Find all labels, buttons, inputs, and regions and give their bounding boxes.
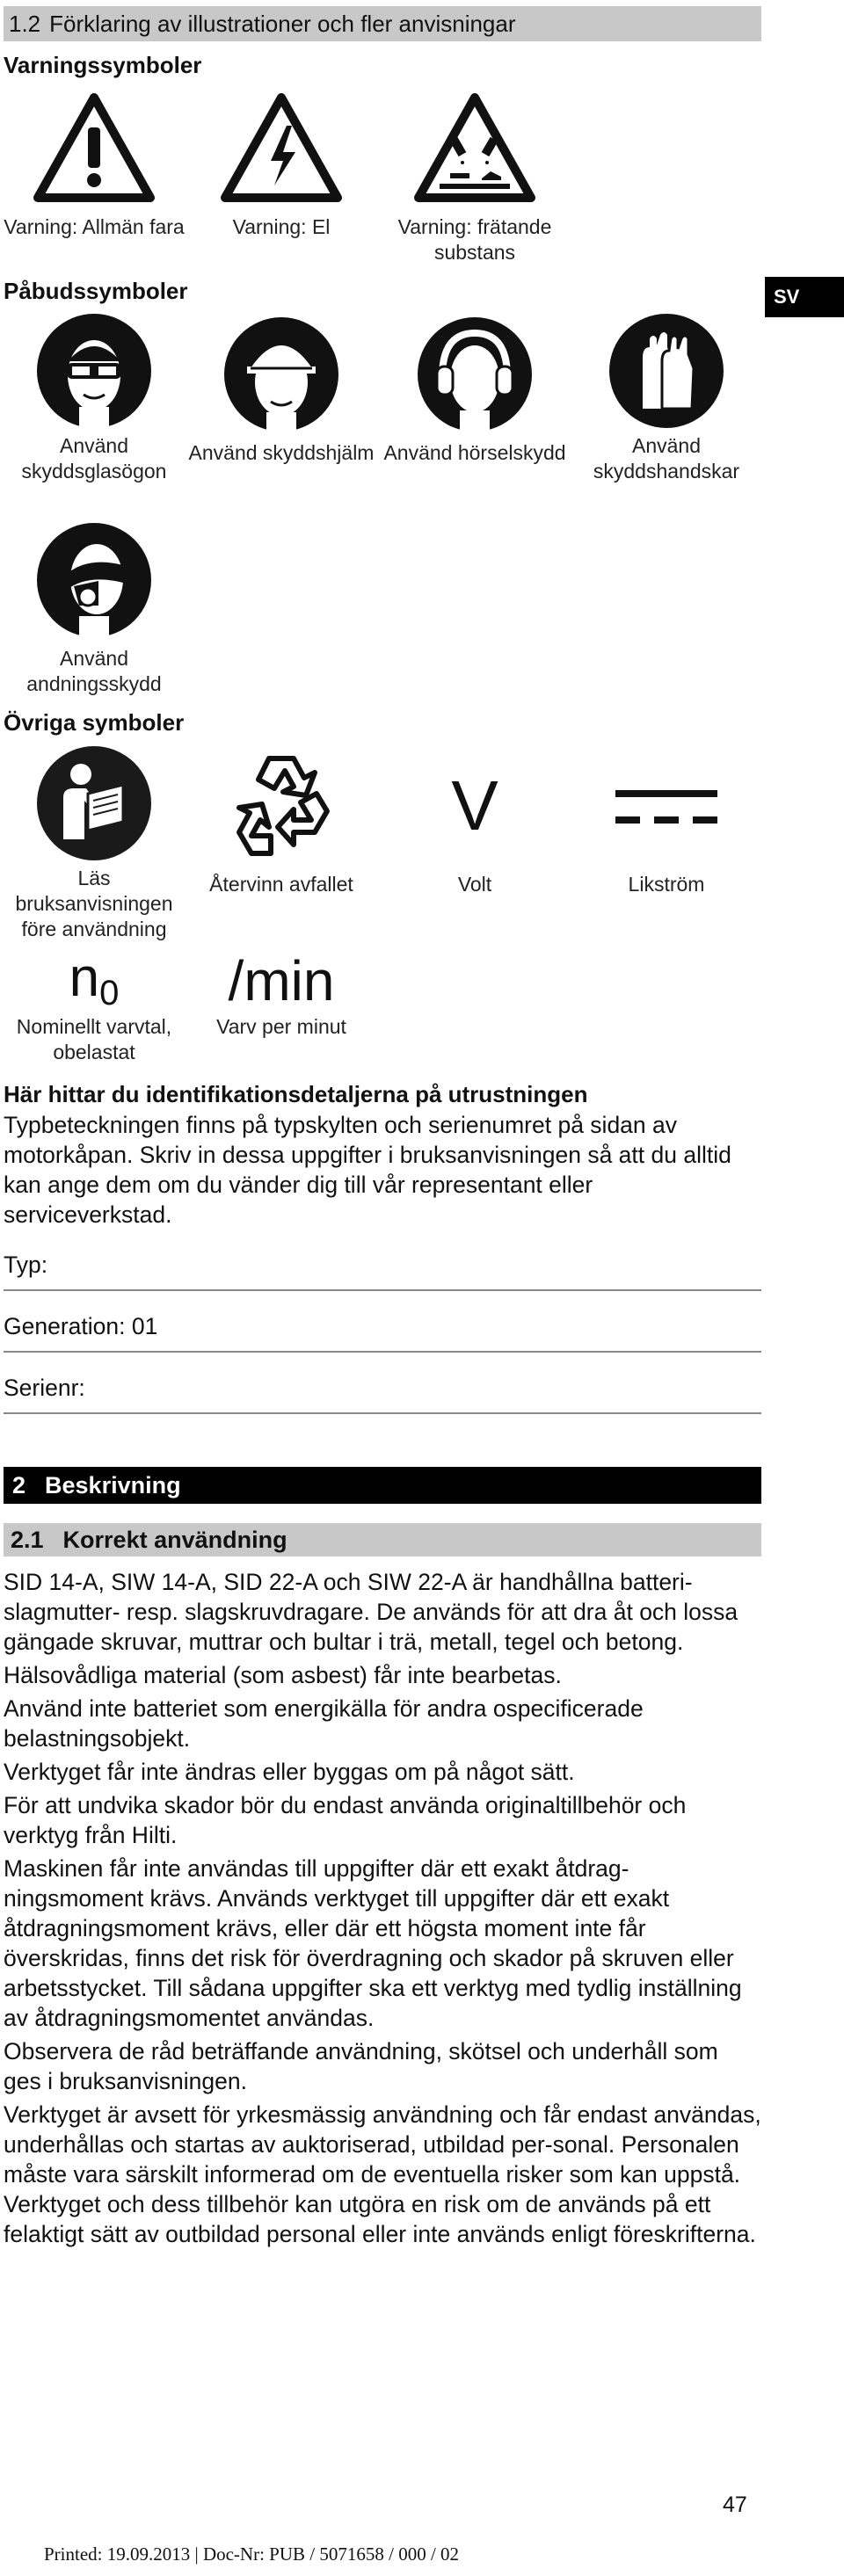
usage-paragraph: SID 14-A, SIW 14-A, SID 22-A och SIW 22-A är handhållna batteri-slagmutter- resp. slagskruvdragare. De används för att dra åt och lossa gängade skruvar, muttrar och bultar i trä, metall, tegel och betong. [4, 1569, 738, 1655]
page-number: 47 [723, 2493, 747, 2517]
n0-glyph [69, 947, 120, 1012]
section-title: Förklaring av illustrationer och fler anvisningar [49, 10, 516, 37]
respirator-icon [35, 514, 153, 646]
no-load-speed-icon [69, 947, 120, 1014]
recycle-icon [220, 740, 343, 872]
helmet-caption: Använd skyddshjälm [188, 441, 375, 464]
safety-helmet-icon [222, 308, 340, 440]
n0-glyph-sub: 0 [99, 974, 120, 1012]
mandatory-heading: Påbudssymboler [4, 278, 188, 304]
identification-text: Typbeteckningen finns på typskylten och serienumret på sidan av motorkåpan. Skriv in dessa uppgifter i bruksanvisningen så att du alltid kan ange dem om du vänder dig till vår representant eller serviceverkstad. [4, 1112, 731, 1228]
usage-paragraph: Observera de råd beträffande användning, skötsel och underhåll som ges i bruksanvisningen. [4, 2038, 718, 2094]
mandatory-ear [378, 308, 571, 484]
field-generation-label: Generation: 01 [4, 1313, 158, 1339]
recycle-caption: Återvinn avfallet [209, 873, 353, 896]
per-minute-caption: Varv per minut [216, 1015, 346, 1038]
warning-heading: Varningssymboler [4, 52, 202, 78]
other-no-load-speed [4, 947, 185, 1070]
no-load-speed-caption: Nominellt varvtal, obelastat [16, 1015, 172, 1063]
mandatory-glasses [4, 308, 185, 484]
per-min-glyph: /min [228, 949, 335, 1012]
language-tab: SV [765, 277, 844, 317]
field-serial-label: Serienr: [4, 1375, 85, 1401]
other-volt [378, 740, 571, 942]
usage-paragraph: För att undvika skador bör du endast använda originaltillbehör och verktyg från Hilti. [4, 1792, 687, 1848]
dc-caption: Likström [628, 873, 705, 896]
respirator-caption: Använd andningsskydd [26, 647, 162, 695]
mandatory-helmet [185, 308, 378, 484]
ear-protection-icon [416, 308, 534, 440]
usage-paragraph: Använd inte batteriet som energikälla för andra ospecificerade belastningsobjekt. [4, 1695, 644, 1752]
other-per-minute [185, 947, 378, 1070]
section-2-1-number: 2.1 [11, 1526, 44, 1553]
section-number: 1.2 [9, 10, 41, 37]
volt-caption: Volt [457, 873, 492, 896]
identification-heading: Här hittar du identifikationsdetaljerna på utrustningen [4, 1081, 588, 1107]
other-heading: Övriga symboler [4, 709, 185, 736]
field-type [4, 1230, 761, 1291]
mandatory-respirator [4, 514, 185, 699]
warning-general [4, 83, 185, 267]
other-dc [571, 740, 761, 942]
volt-glyph: V [451, 766, 498, 845]
read-manual-caption: Läs bruksanvisningen före användning [15, 867, 173, 940]
section-2-title: Beskrivning [45, 1471, 181, 1498]
warning-corrosive-caption: Varning: frätande substans [397, 215, 552, 264]
section-2-heading [4, 1467, 761, 1504]
other-read-manual [4, 740, 185, 942]
section-2-number: 2 [12, 1471, 26, 1498]
usage-paragraph: Hälsovådliga material (som asbest) får inte bearbetas. [4, 1662, 562, 1688]
section-2-1-heading [4, 1523, 761, 1556]
field-type-label: Typ: [4, 1252, 48, 1278]
section-2-1-title: Korrekt användning [62, 1526, 287, 1553]
n0-glyph-main: n [69, 947, 100, 1008]
usage-paragraphs [4, 1567, 761, 2249]
warning-general-icon [33, 83, 156, 214]
warning-electric-icon [220, 83, 343, 214]
mandatory-symbols-row2 [4, 514, 761, 699]
warning-electric-caption: Varning: El [232, 215, 331, 238]
direct-current-icon [614, 740, 719, 872]
section-1-2-heading [4, 6, 761, 41]
field-generation [4, 1291, 761, 1353]
warning-corrosive [378, 83, 571, 267]
warning-symbols [4, 83, 761, 267]
other-symbols [4, 740, 761, 942]
page-content [4, 0, 761, 2253]
usage-paragraph: Verktyget är avsett för yrkesmässig användning och får endast användas, underhållas och startas av auktoriserad, utbildad per-sonal. Personalen måste vara särskilt informerad om de eventuella risker som kan uppstå. Verktyget och dess tillbehör kan utgöra en risk om de används på ett felaktigt sätt av outbildad personal eller inte används enligt föreskrifterna. [4, 2101, 761, 2247]
read-manual-icon [35, 740, 153, 866]
gloves-caption: Använd skyddshandskar [593, 434, 740, 483]
volt-icon [451, 740, 498, 872]
field-serial [4, 1353, 761, 1414]
safety-glasses-icon [35, 308, 153, 433]
other-symbols-row2 [4, 947, 761, 1070]
print-footer: Printed: 19.09.2013 | Doc-Nr: PUB / 5071658 / 000 / 02 [44, 2543, 460, 2565]
usage-paragraph: Verktyget får inte ändras eller byggas om på något sätt. [4, 1759, 575, 1785]
per-minute-icon [229, 947, 335, 1014]
warning-corrosive-icon [413, 83, 536, 214]
warning-general-caption: Varning: Allmän fara [4, 215, 185, 238]
usage-paragraph: Maskinen får inte användas till uppgifter där ett exakt åtdrag-ningsmoment krävs. Används verktyget till uppgifter där ett exakt åtdragningsmoment krävs, eller där ett högsta moment inte får överskridas, finns det risk för överdragning och skador på skruven eller arbetsstycket. Till sådana uppgifter ska ett verktyg med tydlig inställning av åtdragningsmomentet användas. [4, 1855, 742, 2031]
glasses-caption: Använd skyddsglasögon [21, 434, 167, 483]
other-recycle [185, 740, 378, 942]
warning-electric [185, 83, 378, 267]
safety-gloves-icon [608, 308, 725, 433]
ear-caption: Använd hörselskydd [383, 441, 566, 464]
mandatory-symbols [4, 308, 761, 484]
mandatory-gloves [571, 308, 761, 484]
